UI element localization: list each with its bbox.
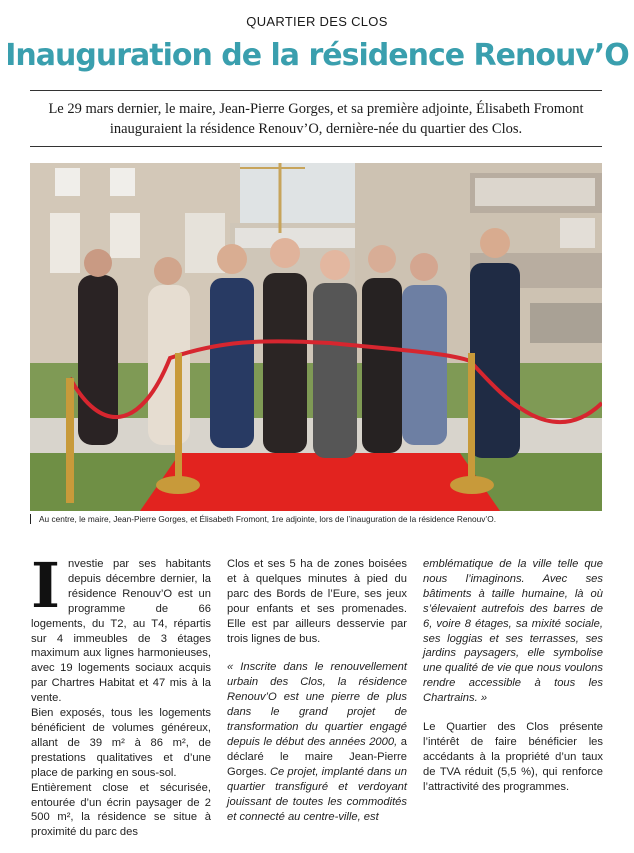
col1-paragraph-3: Entièrement close et sécurisée, entourée d’un écrin paysager de 2 500 m², la résidence se situe à proximité du parc des xyxy=(31,781,211,839)
caption-bar xyxy=(30,514,31,524)
col2-paragraph-1: Clos et ses 5 ha de zones boisées et à quelques minutes à pied du parc des Bords de l’Eure, ses jeux pour enfants et ses promenades. Elle est par ailleurs desservie par trois lignes de bus. xyxy=(227,558,407,645)
drop-cap: I xyxy=(31,549,61,622)
section-label: QUARTIER DES CLOS xyxy=(246,14,388,29)
inauguration-photo xyxy=(30,163,602,511)
col2-quote-paragraph xyxy=(227,660,407,824)
col2-quote-b: Ce projet, implanté dans un quartier transfiguré et verdoyant jouissant de toutes les commodités et connecté au centre-ville, est xyxy=(227,765,407,823)
col1-paragraph-1: nvestie par ses habitants depuis décembre dernier, la résidence Renouv’O est un programme de 66 logements, du T2, au T4, répartis sur 4 immeubles de 3 étages maximum aux lignes harmonieuses, avec 19 logements sociaux acquis par Chartres Habitat et 47 mis à la vente. xyxy=(31,558,211,705)
top-rule xyxy=(30,90,602,91)
article-column-1 xyxy=(31,549,211,840)
intro-text: Le 29 mars dernier, le maire, Jean-Pierre Gorges, et sa première adjointe, Élisabeth Fromont inauguraient la résidence Renouv’O, dernière-née du quartier des Clos. xyxy=(48,101,584,137)
headline: Inauguration de la résidence Renouv’O xyxy=(5,38,629,73)
col2-quote-a: « Inscrite dans le renouvellement urbain des Clos, la résidence Renouv’O est une pierre de plus dans le grand projet de transformation du quartier engagé depuis le début des années 2000, xyxy=(227,661,407,748)
col1-paragraph-2: Bien exposés, tous les logements bénéficient de volumes généreux, allant de 39 m² à 86 m², de prestations qualitatives et d’une place de parking en sous-sol. xyxy=(31,707,211,779)
col3-quote: emblématique de la ville telle que nous l’imaginons. Avec ses bâtiments à taille humaine, là où s’élevaient autrefois des barres de 6, voire 8 étages, sa mixité sociale, ses loggias et ses terrasses, ses jardins paysagers, elle symbolise une qualité de vie que nous voulons rendre accessible à tous les Chartrains. » xyxy=(423,558,603,705)
photo-caption xyxy=(30,514,602,524)
col3-paragraph-2: Le Quartier des Clos présente l’intérêt de faire bénéficier les accédants à la propriété d’un taux de TVA réduit (5,5 %), qui renforce l’attractivité des programmes. xyxy=(423,721,603,793)
article-column-3 xyxy=(423,557,603,795)
col2-plain: a déclaré le maire Jean-Pierre Gorges. xyxy=(227,735,407,778)
caption-text: Au centre, le maire, Jean-Pierre Gorges, et Élisabeth Fromont, 1re adjointe, lors de l’inauguration de la résidence Renouv’O. xyxy=(39,514,497,524)
bottom-rule xyxy=(30,146,602,147)
article-column-2 xyxy=(227,557,407,824)
